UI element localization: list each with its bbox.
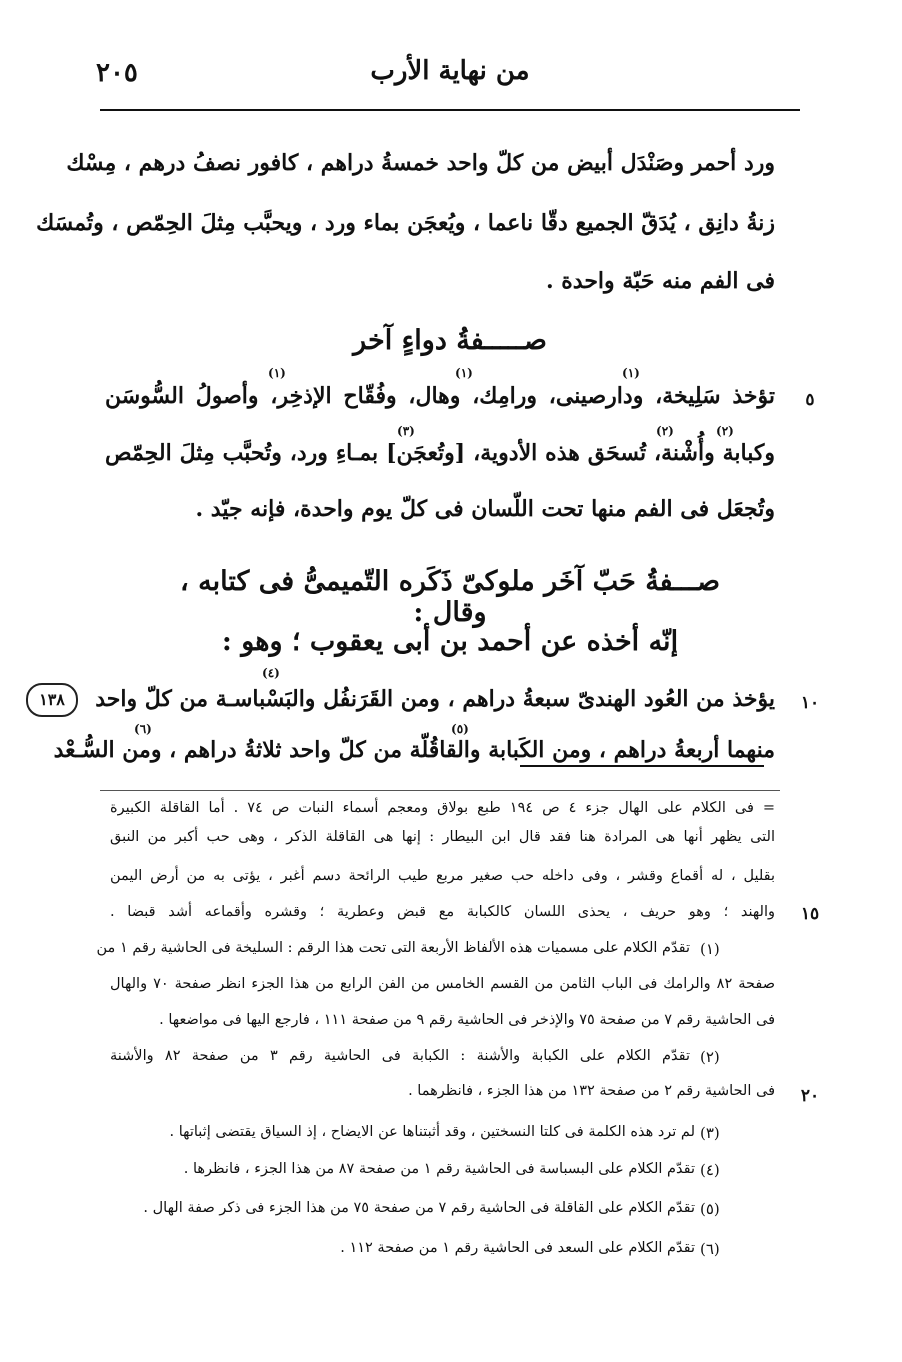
footnote-mark: (٢) [656, 424, 674, 438]
footnote-line: تقدّم الكلام على مسميات هذه الألفاظ الأربعة التى تحت هذا الرقم : السليخة فى الحاشية رقم ١ من [96, 940, 690, 956]
body-line: فى الفم منه حَبّة واحدة . [545, 268, 775, 294]
section-heading-cont: إنّه أخذه عن أحمد بن أبى يعقوب ؛ وهو : [221, 626, 679, 657]
footnote-number: (٤) [700, 1161, 720, 1179]
footnote-mark: (١) [455, 366, 473, 380]
footnote-number: (٢) [700, 1048, 720, 1066]
footnote-line: فى الحاشية رقم ٧ من صفحة ٧٥ والإذخر فى الحاشية رقم ٩ من صفحة ١١١ ، فارجع اليها فى مواضعها . [159, 1012, 775, 1028]
body-line: تؤخذ سَلِيخة، ودارصينى، ورامِك، وهال، وفُقّاح الإذخِر، وأصولُ السُّوسَن [105, 383, 775, 409]
line-number: ٢٠ [800, 1086, 820, 1106]
footnote-number: (٦) [700, 1240, 720, 1258]
footnote-mark: (٤) [262, 666, 280, 680]
body-line: وكبابة وأُشْنة، تُسحَق هذه الأدوية، [وتُعجَن] بمـاءِ ورد، وتُحبَّب مِثلَ الحِمّص [105, 440, 775, 466]
footnote-mark: (٥) [451, 722, 469, 736]
footnote-mark: (٣) [397, 424, 415, 438]
footnote-mark: (١) [268, 366, 286, 380]
footnote-line: والهند ؛ وهو حريف ، يحذى اللسان كالكبابة مع قبض وعطرية ؛ وقشره وأقماعه أشد قبضا . [110, 904, 775, 920]
section-heading: صـــــفةُ دواءٍ آخر [353, 325, 547, 356]
footnote-separator [100, 790, 780, 791]
body-line: زنةُ دانِق ، يُدَقّ الجميع دقّا ناعما ، ويُعجَن بماء ورد ، ويحبَّب مِثلَ الحِمّص ، وتُمسَك [36, 210, 775, 236]
body-line: يؤخذ من العُود الهندىّ سبعةُ دراهم ، ومن القَرَنفُل والبَسْباسـة من كلّ واحد [95, 686, 775, 712]
footnote-line: تقدّم الكلام على الكبابة والأشنة : الكبابة فى الحاشية رقم ٣ من صفحة ٨٢ والأشنة [110, 1048, 690, 1064]
footnote-line: = فى الكلام على الهال جزء ٤ ص ١٩٤ طبع بولاق ومعجم أسماء النبات ص ٧٤ . أما القاقلة الكبيرة [110, 800, 776, 816]
footnote-line: تقدّم الكلام على البسباسة فى الحاشية رقم ١ من صفحة ٨٧ من هذا الجزء ، فانظرها . [183, 1161, 695, 1177]
running-title: من نهاية الأرب [370, 56, 530, 86]
footnote-number: (٥) [700, 1200, 720, 1218]
footnote-mark: (٦) [134, 722, 152, 736]
body-line: ورد أحمر وصَنْدَل أبيض من كلّ واحد خمسةُ دراهم ، كافور نصفُ درهم ، مِسْك [66, 150, 775, 176]
footnote-line: صفحة ٨٢ والرامك فى الباب الثامن من القسم الخامس من الفن الرابع من هذا الجزء انظر صفحة ٧٠ والهال [110, 976, 776, 992]
body-line: وتُجعَل فى الفم منها تحت اللّسان فى كلّ يوم واحدة، فإنه جيّد . [195, 496, 775, 522]
footnote-line: التى يظهر أنها هى المرادة هنا فقد قال ابن البيطار : إنها هى القاقلة الذكر ، وهى حب أكبر من النبق [110, 829, 775, 845]
footnote-mark: (١) [622, 366, 640, 380]
line-number: ١٠ [800, 693, 820, 713]
section-heading: صـــفةُ حَبّ آخَر ملوكىّ ذَكَره التّميمىُّ فى كتابه ، وقال : [180, 566, 720, 628]
footnote-mark: (٢) [716, 424, 734, 438]
footnote-number: (١) [700, 940, 720, 958]
footnote-line: فى الحاشية رقم ٢ من صفحة ١٣٢ من هذا الجزء ، فانظرهما . [408, 1083, 775, 1099]
line-number: ٥ [805, 390, 815, 410]
footnote-line: تقدّم الكلام على السعد فى الحاشية رقم ١ من صفحة ١١٢ . [340, 1240, 695, 1256]
footnote-line: لم ترد هذه الكلمة فى كلتا النسختين ، وقد أثبتناها عن الايضاح ، إذ السياق يقتضى إثباتها . [169, 1124, 695, 1140]
page-number: ٢٠٥ [96, 58, 138, 88]
line-number: ١٥ [800, 904, 820, 924]
footnote-line: تقدّم الكلام على القاقلة فى الحاشية رقم ٧ من صفحة ٧٥ من هذا الجزء فى ذكر صفة الهال . [143, 1200, 695, 1216]
margin-page-reference: ١٣٨ [26, 683, 78, 717]
body-line: منهما أربعةُ دراهم ، ومن الكَبابة والقاقُلّة من كلّ واحد ثلاثةُ دراهم ، ومن السُّـعْد [53, 737, 775, 763]
footnote-line: بقليل ، له أقماع وقشر ، وفى داخله حب صغير مربع طيب الرائحة دسم أغبر ، يؤتى به من أرض اليمن [110, 868, 775, 884]
header-rule [100, 109, 800, 111]
underline-rule [520, 765, 764, 767]
footnote-number: (٣) [700, 1124, 720, 1142]
